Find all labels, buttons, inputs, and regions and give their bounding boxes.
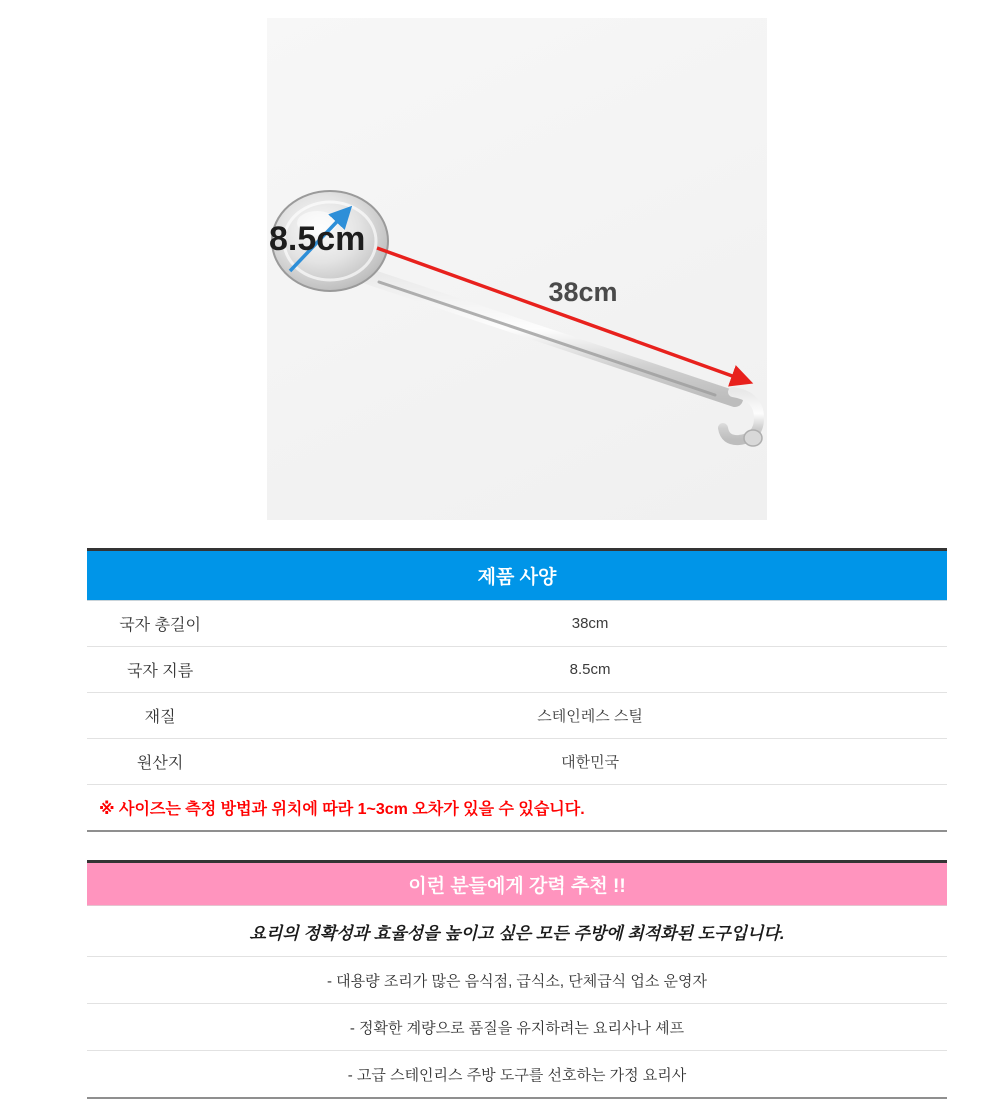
spec-label: 원산지: [136, 755, 184, 772]
spec-row-diameter: [87, 647, 947, 693]
recommend-item: - 정확한 계량으로 품질을 유지하려는 요리사나 셰프: [87, 1004, 947, 1051]
spec-label: 국자 총길이: [119, 617, 201, 634]
recommend-section: [87, 860, 947, 1099]
spec-row-origin: [87, 739, 947, 785]
spec-section-header: [87, 548, 947, 601]
spec-value: 대한민국: [561, 754, 620, 771]
spec-value: 8.5cm: [569, 661, 611, 678]
recommend-item: - 고급 스테인리스 주방 도구를 선호하는 가정 요리사: [87, 1051, 947, 1099]
diameter-label: 8.5cm: [269, 220, 366, 258]
ladle-illustration: [267, 18, 767, 520]
length-label: 38cm: [548, 277, 618, 307]
recommend-section-header: [87, 860, 947, 906]
size-tolerance-note: ※ 사이즈는 측정 방법과 위치에 따라 1~3cm 오차가 있을 수 있습니다.: [87, 785, 947, 832]
recommend-section-title: 이런 분들에게 강력 추천 !!: [408, 875, 626, 897]
spec-section-title: 제품 사양: [477, 567, 557, 588]
recommend-intro: 요리의 정확성과 효율성을 높이고 싶은 모든 주방에 최적화된 도구입니다.: [87, 906, 947, 957]
spec-row-length: [87, 601, 947, 647]
spec-row-material: [87, 693, 947, 739]
spec-label: 재질: [144, 709, 176, 726]
spec-label: 국자 지름: [126, 663, 194, 680]
spec-section: [87, 548, 947, 832]
length-arrow: [377, 248, 749, 382]
recommend-item: - 대용량 조리가 많은 음식점, 급식소, 단체급식 업소 운영자: [87, 957, 947, 1004]
product-photo: [267, 18, 767, 520]
spec-value: 스테인레스 스틸: [537, 708, 643, 725]
spec-value: 38cm: [571, 615, 609, 632]
